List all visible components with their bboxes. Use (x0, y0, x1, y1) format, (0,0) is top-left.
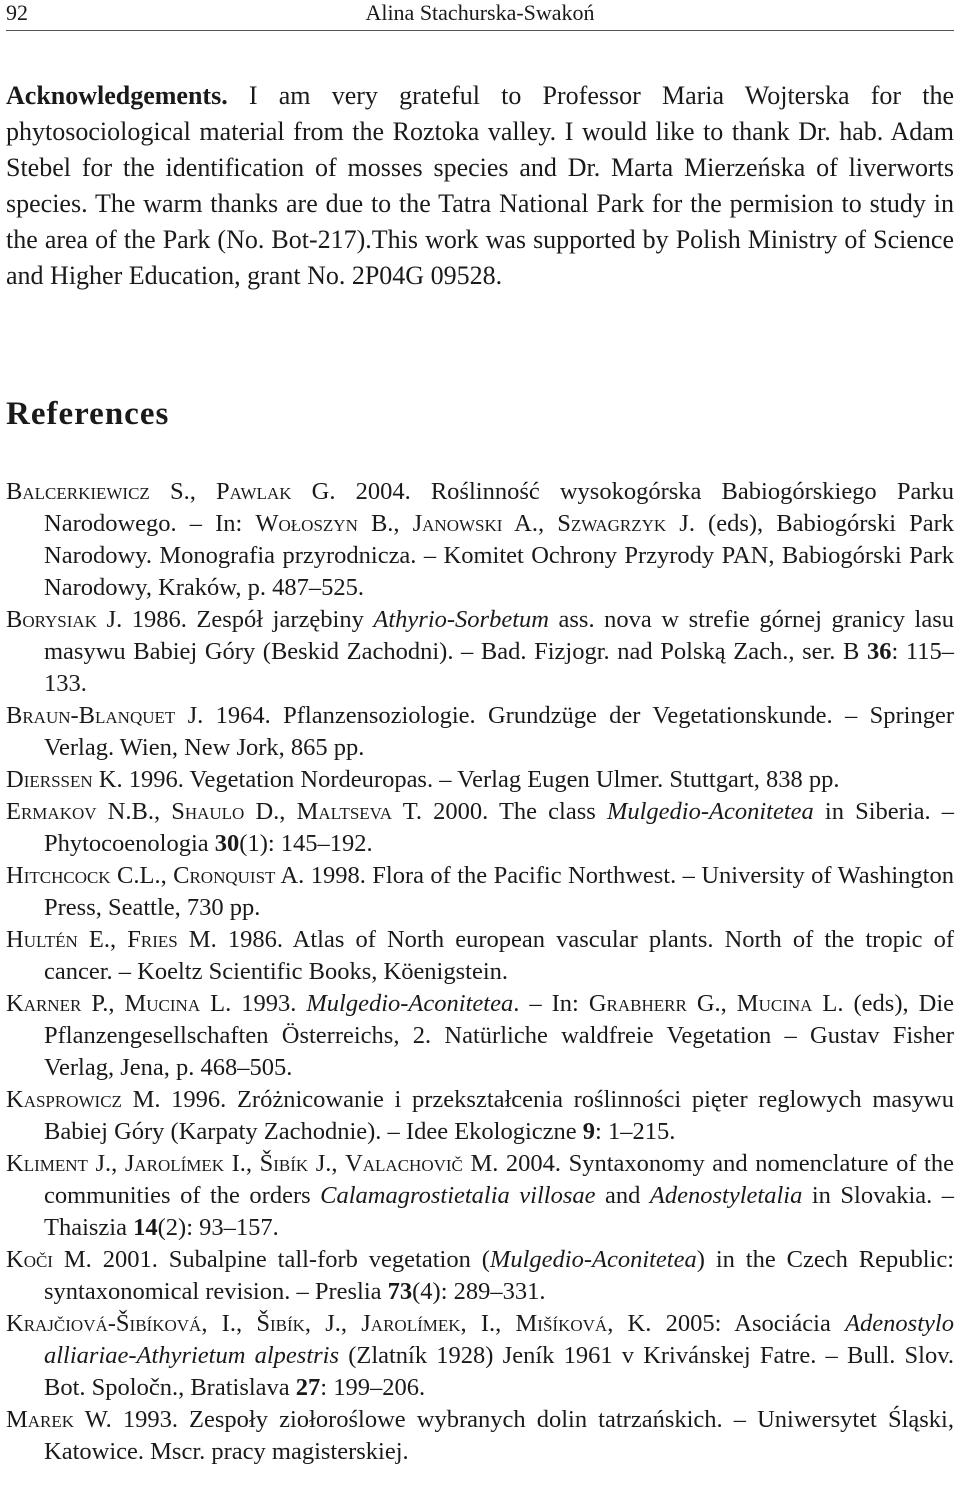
acknowledgements-text: I am very grateful to Professor Maria Wojterska for the phytosociological material from the Roztoka valley. I would like to thank Dr. hab. Adam Stebel for the identification of mosses species and Dr. Marta Mierzeńska of liverworts species. The warm thanks are due to the Tatra National Park for the permision to study in the area of the Park (No. Bot-217).This work was supported by Polish Ministry of Science and Higher Education, grant No. 2P04G 09528. (6, 81, 954, 290)
reference-entry: Marek W. 1993. Zespoły ziołoroślowe wybranych dolin tatrzańskich. – Uniwersytet Śląski, Katowice. Mscr. pracy magisterskiej. (6, 1406, 954, 1465)
reference-entry: Balcerkiewicz S., Pawlak G. 2004. Roślinność wysokogórska Babiogórskiego Parku Narodowego. – In: Wołoszyn B., Janowski A., Szwagrzyk J. (eds), Babiogórski Park Narodowy. Monografia przyrodnicza. – Komitet Ochrony Przyrody PAN, Babiogórski Park Narodowy, Kraków, p. 487–525. (6, 478, 954, 601)
reference-entry: Dierssen K. 1996. Vegetation Nordeuropas. – Verlag Eugen Ulmer. Stuttgart, 838 pp. (6, 766, 840, 793)
acknowledgements-paragraph (6, 78, 954, 294)
reference-entry: Koči M. 2001. Subalpine tall-forb vegetation (Mulgedio-Aconitetea) in the Czech Republic: syntaxonomical revision. – Preslia 73(4): 289–331. (6, 1246, 954, 1305)
reference-entry: Braun-Blanquet J. 1964. Pflanzensoziologie. Grundzüge der Vegetationskunde. – Springer Verlag. Wien, New Jork, 865 pp. (6, 702, 954, 761)
reference-entry: Borysiak J. 1986. Zespół jarzębiny Athyrio-Sorbetum ass. nova w strefie górnej granicy lasu masywu Babiej Góry (Beskid Zachodni). – Bad. Fizjogr. nad Polską Zach., ser. B 36: 115–133. (6, 606, 954, 697)
header-rule (6, 30, 954, 31)
reference-list (6, 476, 954, 1468)
reference-entry: Hitchcock C.L., Cronquist A. 1998. Flora of the Pacific Northwest. – University of Washington Press, Seattle, 730 pp. (6, 862, 954, 921)
page-header (6, 0, 954, 30)
reference-entry: Kliment J., Jarolímek I., Šibík J., Valachovič M. 2004. Syntaxonomy and nomenclature of the communities of the orders Calamagrostietalia villosae and Adenostyletalia in Slovakia. – Thaiszia 14(2): 93–157. (6, 1150, 955, 1241)
page-number: 92 (6, 0, 28, 25)
reference-entry: Karner P., Mucina L. 1993. Mulgedio-Aconitetea. – In: Grabherr G., Mucina L. (eds), Die Pflanzengesellschaften Österreichs, 2. Natürliche waldfreie Vegetation – Gustav Fisher Verlag, Jena, p. 468–505. (6, 990, 955, 1081)
reference-entry: Hultén E., Fries M. 1986. Atlas of North european vascular plants. North of the tropic of cancer. – Koeltz Scientific Books, Köenigstein. (6, 926, 954, 985)
reference-entry: Kasprowicz M. 1996. Zróżnicowanie i przekształcenia roślinności pięter reglowych masywu Babiej Góry (Karpaty Zachodnie). – Idee Ekologiczne 9: 1–215. (6, 1086, 954, 1145)
acknowledgements-heading: Acknowledgements. (6, 81, 228, 110)
reference-entry: Ermakov N.B., Shaulo D., Maltseva T. 2000. The class Mulgedio-Aconitetea in Siberia. – Phytocoenologia 30(1): 145–192. (6, 798, 954, 857)
reference-entry: Krajčiová-Šibíková, I., Šibík, J., Jarolímek, I., Mišíková, K. 2005: Asociácia Adenostylo alliariae-Athyrietum alpestris (Zlatník 1928) Jeník 1961 v Krivánskej Fatre. – Bull. Slov. Bot. Spoločn., Bratislava 27: 199–206. (6, 1310, 954, 1401)
references-heading: References (6, 396, 170, 432)
running-header-author: Alina Stachurska-Swakoń (365, 0, 595, 25)
